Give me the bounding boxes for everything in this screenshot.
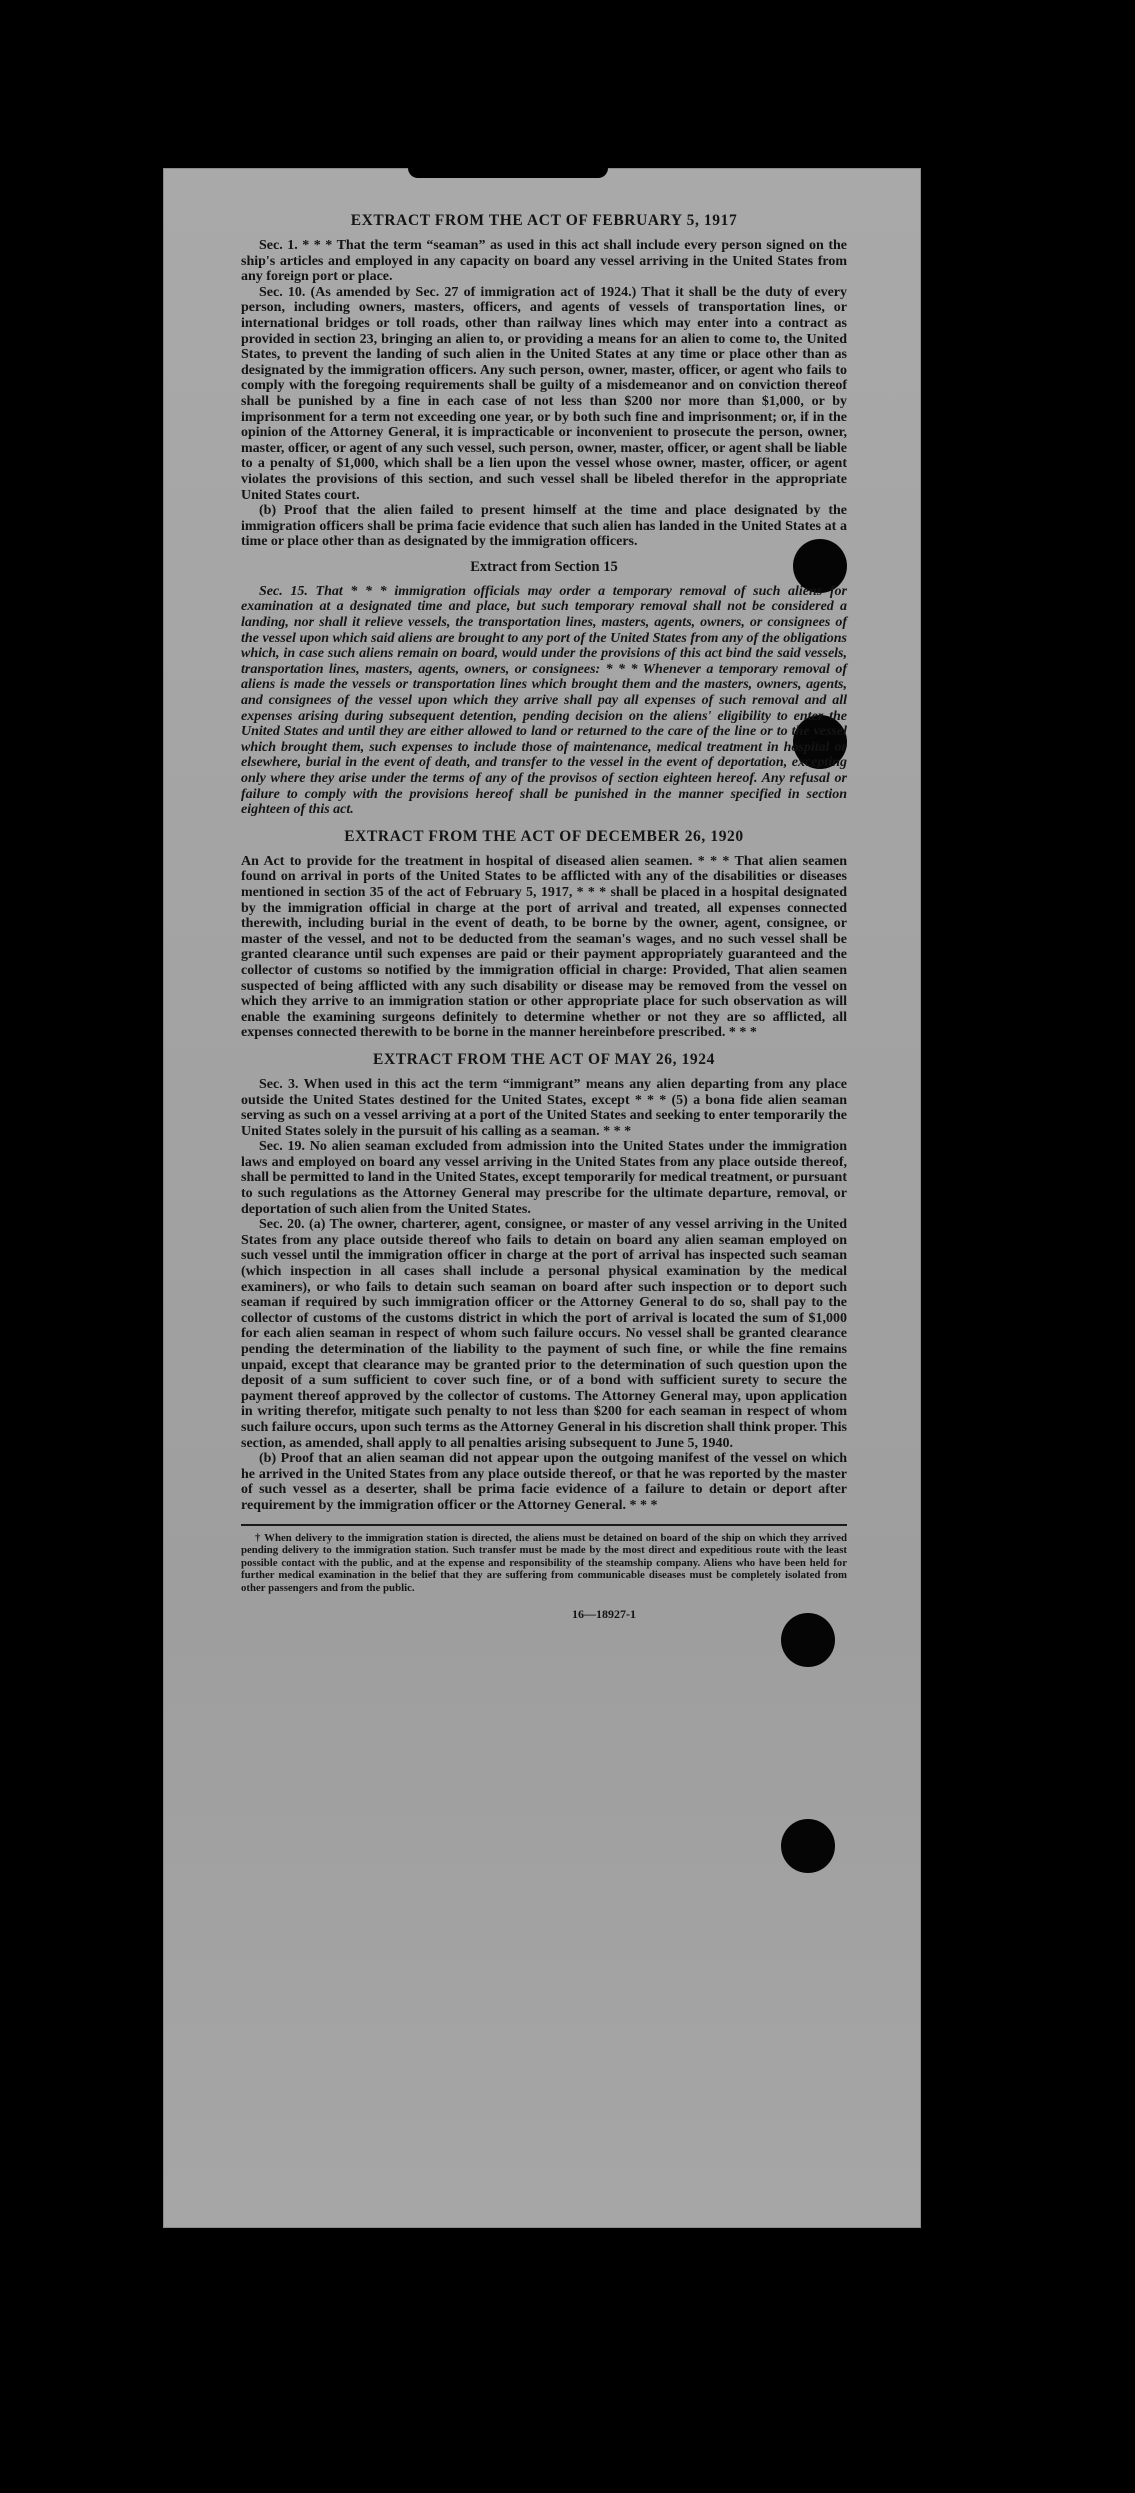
- paragraph: Sec. 10. (As amended by Sec. 27 of immigration act of 1924.) That it shall be the duty of every person, including owners, masters, officers, and agents of vessels of transportation lines, or international bridges or toll roads, other than railway lines which may enter into a contract as provided in section 23, bringing an alien to, or providing a means for an alien to come to, the United States, to prevent the landing of such alien in the United States at any time or place other than as designated by the immigration officers. Any such person, owner, master, officer, or agent who fails to comply with the foregoing requirements shall be guilty of a misdemeanor and on conviction thereof shall be punished by a fine in each case of not less than $200 nor more than $1,000, or by imprisonment for a term not exceeding one year, or by both such fine and imprisonment; or, if in the opinion of the Attorney General, it is impracticable or inconvenient to prosecute the person, owner, master, officer, or agent of any such vessel, such person, owner, master, officer, or agent shall be liable to a penalty of $1,000, which shall be a lien upon the vessel whose owner, master, officer, or agent violates the provisions of this section, and such vessel shall be libeled therefor in the appropriate United States court.: [241, 284, 847, 503]
- section-act-1924: [241, 1051, 847, 1514]
- form-number: 16—18927-1: [572, 1606, 636, 1621]
- paragraph: An Act to provide for the treatment in hospital of diseased alien seamen. * * * That alien seamen found on arrival in ports of the United States to be afflicted with any of the disabilities or diseases mentioned in section 35 of the act of February 5, 1917, * * * shall be placed in a hospital designated by the immigration official in charge at the port of arrival and treated, all expenses connected therewith, including burial in the event of death, to be borne by the owner, agent, consignee, or master of the vessel, and not to be deducted from the seaman's wages, and no such vessel shall be granted clearance until such expenses are paid or their payment appropriately guaranteed and the collector of customs so notified by the immigration official in charge: Provided, That alien seamen suspected of being afflicted with any such disability or disease may be removed from the vessel on which they arrive to an immigration station or other appropriate place for such observation as will enable the examining surgeons definitely to determine whether or not they are so afflicted, all expenses connected therewith to be borne in the manner hereinbefore prescribed. * * *: [241, 853, 847, 1041]
- section-heading: EXTRACT FROM THE ACT OF FEBRUARY 5, 1917: [350, 212, 738, 229]
- section-heading: EXTRACT FROM THE ACT OF MAY 26, 1924: [373, 1050, 715, 1068]
- divider: [241, 1524, 847, 1526]
- document-content: [241, 212, 847, 1622]
- section-subheading: Extract from Section 15: [470, 558, 618, 575]
- paragraph: Sec. 1. * * * That the term “seaman” as used in this act shall include every person signed on the ship's articles and employed in any capacity on board any vessel arriving in the United States from any foreign port or place.: [241, 238, 847, 285]
- paragraph: Sec. 15. That * * * immigration officials may order a temporary removal of such aliens for examination at a designated time and place, but such temporary removal shall not be considered a landing, nor shall it relieve vessels, the transportation lines, masters, agents, owners, or consignees of the vessel upon which said aliens are brought to any port of the United States from any of the obligations which, in case such aliens remain on board, would under the provisions of this act bind the said vessels, transportation lines, masters, agents, owners, or consignees: * * * Whenever a temporary removal of aliens is made the vessels or transportation lines which brought them and the masters, owners, agents, and consignees of the vessel upon which they arrive shall pay all expenses of such removal and all expenses arising during subsequent detention, pending decision on the aliens' eligibility to enter the United States and until they are either allowed to land or returned to the care of the line or to the vessel which brought them, such expenses to include those of maintenance, medical treatment in hospital or elsewhere, burial in the event of death, and transfer to the vessel in the event of deportation, excepting only where they arise under the terms of any of the provisos of section eighteen hereof. Any refusal or failure to comply with the provisions hereof shall be punished in the manner specified in section eighteen of this act.: [241, 583, 847, 818]
- paragraph: Sec. 3. When used in this act the term “immigrant” means any alien departing from any place outside the United States destined for the United States, except * * * (5) a bona fide alien seaman serving as such on a vessel arriving at a port of the United States and seeking to enter temporarily the United States solely in the pursuit of his calling as a seaman. * * *: [241, 1076, 847, 1139]
- paragraph: (b) Proof that an alien seaman did not appear upon the outgoing manifest of the vessel on which he arrived in the United States from any place outside thereof, or that he was reported by the master of such vessel as a deserter, shall be prima facie evidence of a failure to detain or deport after requirement by the immigration officer or the Attorney General. * * *: [241, 1451, 847, 1513]
- document-page: [163, 168, 921, 2228]
- section-act-1917: [241, 212, 847, 550]
- section-heading: EXTRACT FROM THE ACT OF DECEMBER 26, 1920: [344, 827, 744, 845]
- section-15-extract: [241, 558, 847, 818]
- punch-hole: [781, 1819, 835, 1873]
- paragraph: Sec. 19. No alien seaman excluded from admission into the United States under the immigration laws and employed on board any vessel arriving in the United States from any place outside thereof, shall be permitted to land in the United States, except temporarily for medical treatment, or pursuant to such regulations as the Attorney General may prescribe for the ultimate departure, removal, or deportation of such alien from the United States.: [241, 1139, 847, 1217]
- section-act-1920: [241, 828, 847, 1041]
- torn-edge: [408, 168, 608, 178]
- paragraph: (b) Proof that the alien failed to present himself at the time and place designated by the immigration officers shall be prima facie evidence that such alien has landed in the United States at a time or place other than as designated by the immigration officers.: [241, 503, 847, 550]
- paragraph: Sec. 20. (a) The owner, charterer, agent, consignee, or master of any vessel arriving in the United States from any place outside thereof who fails to detain on board any alien seaman employed on such vessel until the immigration officer in charge at the port of arrival has inspected such seaman (which inspection in all cases shall include a personal physical examination by the medical examiners), or who fails to detain such seaman on board after such inspection or to deport such seaman if required by such immigration officer or the Attorney General to do so, shall pay to the collector of customs of the customs district in which the port of arrival is located the sum of $1,000 for each alien seaman in respect of whom such failure occurs. No vessel shall be granted clearance pending the determination of the liability to the payment of such fine, or while the fine remains unpaid, except that clearance may be granted prior to the determination of such question upon the deposit of a sum sufficient to cover such fine, or of a bond with sufficient surety to secure the payment thereof approved by the collector of customs. The Attorney General may, upon application in writing therefor, mitigate such penalty to not less than $200 for each seaman in respect of whom such failure occurs, upon such terms as the Attorney General in his discretion shall think proper. This section, as amended, shall apply to all penalties arising subsequent to June 5, 1940.: [241, 1217, 847, 1451]
- footnote: † When delivery to the immigration station is directed, the aliens must be detained on board of the ship on which they arrived pending delivery to the immigration station. Such transfer must be made by the most direct and expeditious route with the least possible contact with the public, and at the expense and responsibility of the steamship company. Aliens who have been held for further medical examination in the belief that they are suffering from communicable diseases must be completely isolated from other passengers and from the public.: [241, 1531, 847, 1594]
